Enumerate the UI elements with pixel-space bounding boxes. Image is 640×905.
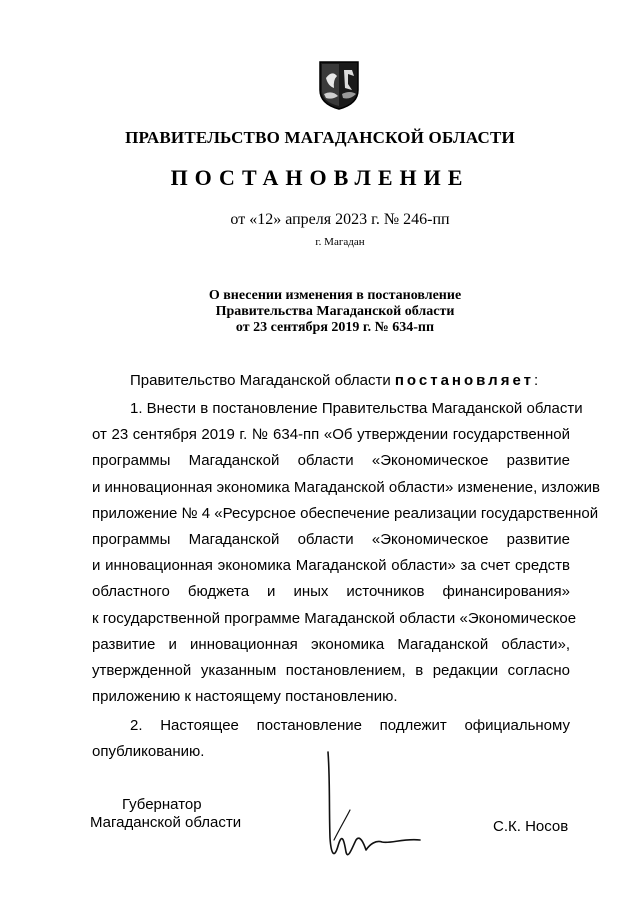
handwritten-signature — [320, 748, 430, 868]
preamble-text: Правительство Магаданской области — [130, 372, 395, 389]
paragraph-line: 2. Настоящее постановление подлежит официальному — [130, 717, 570, 734]
paragraph-line: программы Магаданской области «Экономическое развитие — [92, 530, 570, 548]
subject-line: от 23 сентября 2019 г. № 634-пп — [235, 320, 435, 335]
organization-title: ПРАВИТЕЛЬСТВО МАГАДАНСКОЙ ОБЛАСТИ — [125, 128, 515, 147]
paragraph-line: 1. Внести в постановление Правительства Магаданской области — [130, 400, 583, 417]
document-type: ПОСТАНОВЛЕНИЕ — [170, 165, 470, 190]
paragraph-line: и инновационная экономика Магаданской области» изменение, изложив — [92, 478, 600, 496]
preamble-keyword: постановляет — [394, 372, 534, 389]
position-line: Магаданской области — [90, 814, 242, 831]
paragraph-line: утвержденной указанным постановлением, в редакции согласно — [92, 661, 570, 679]
signatory-position — [90, 796, 241, 832]
subject-line: Правительства Магаданской области — [215, 304, 455, 319]
subject-line: О внесении изменения в постановление — [208, 288, 462, 303]
preamble — [130, 372, 538, 389]
paragraph-line: приложению к настоящему постановлению. — [92, 688, 398, 706]
position-line: Губернатор — [122, 796, 202, 813]
document-city: г. Магадан — [315, 236, 365, 248]
paragraph-line: развитие и инновационная экономика Магаданской области», — [92, 635, 570, 653]
coat-of-arms-icon — [318, 60, 360, 110]
paragraph-line: к государственной программе Магаданской области «Экономическое — [92, 609, 577, 627]
document-date-number: от «12» апреля 2023 г. № 246-пп — [230, 211, 450, 228]
paragraph-line: областного бюджета и иных источников финансирования» — [92, 583, 570, 601]
paragraph-line: программы Магаданской области «Экономическое развитие — [92, 452, 570, 470]
paragraph-line: приложение № 4 «Ресурсное обеспечение реализации государственной — [92, 504, 599, 522]
preamble-colon: : — [533, 372, 539, 389]
paragraph-line: опубликованию. — [92, 743, 205, 761]
paragraph-1 — [92, 396, 600, 710]
document-subject — [0, 288, 640, 336]
paragraph-line: и инновационная экономика Магаданской области» за счет средств — [92, 557, 570, 575]
paragraph-line: от 23 сентября 2019 г. № 634-пп «Об утверждении государственной — [92, 426, 570, 444]
signatory-name: С.К. Носов — [493, 818, 569, 835]
